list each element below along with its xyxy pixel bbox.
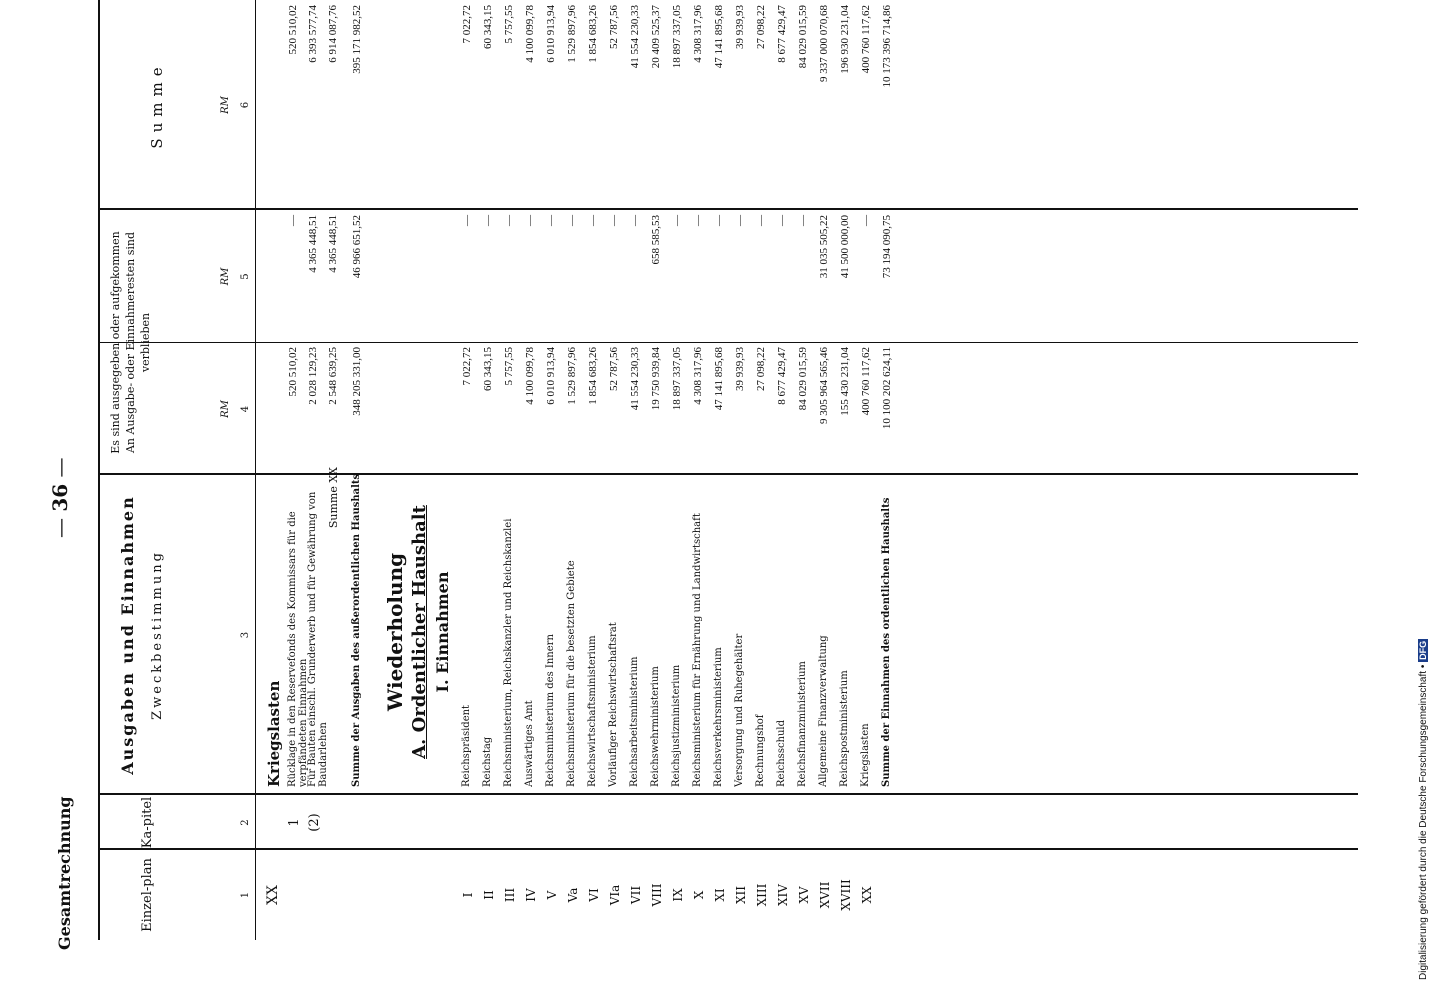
col-num-2: 2 — [240, 819, 251, 826]
row-label: Rechnungshof — [755, 714, 766, 787]
col-num-6: 6 — [240, 101, 251, 109]
col-num-4: 4 — [240, 405, 251, 413]
amount-issued: 4 100 099,78 — [524, 347, 536, 405]
amount-sum: 39 939,93 — [734, 5, 746, 49]
col-num-1: 1 — [240, 891, 251, 899]
amount-issued: 84 029 015,59 — [797, 347, 809, 411]
recap-subtitle: A. Ordentlicher Haushalt — [409, 505, 430, 759]
amount-remaining: — — [545, 215, 557, 226]
plan-number: VIII — [650, 883, 664, 907]
amount-sum: 10 173 396 714,86 — [881, 5, 893, 88]
amount-remaining: — — [671, 215, 683, 226]
col-head-purpose: Ausgaben und Einnahmen — [118, 495, 137, 775]
row-label: Summe der Einnahmen des ordentlichen Haushalts — [881, 497, 892, 787]
dfg-logo: DFG — [1418, 640, 1428, 660]
row-label: Allgemeine Finanzverwaltung — [818, 635, 829, 787]
plan-number: VIa — [608, 884, 622, 906]
plan-number: XVII — [818, 881, 832, 909]
amount-issued: 1 854 683,26 — [587, 347, 599, 405]
amount-issued: 8 677 429,47 — [776, 347, 788, 405]
col-head-issued: Es sind ausgegeben oder aufgekommen — [109, 231, 122, 454]
plan-number: XIV — [776, 884, 790, 906]
amount-remaining: 41 500 000,00 — [839, 215, 851, 279]
plan-number: XI — [713, 888, 727, 902]
plan-number: Va — [566, 887, 580, 903]
total-row: Summe der Ausgaben des außerordentlichen Haushalts 348 205 331,00 46 966 651,52 395 171 982,52 — [351, 5, 363, 787]
amount-sum: 8 677 429,47 — [776, 5, 788, 63]
amount-remaining: 31 035 505,22 — [818, 215, 830, 279]
table-row: 1 Rücklage in den Reservefonds des Kommissars für die verpfändeten Einnahmen 520 510,02 — 520 510,02 — [287, 5, 309, 827]
col-num-5: 5 — [240, 273, 251, 280]
section-heading: Kriegslasten — [265, 680, 283, 787]
amount-sum: 4 308 317,96 — [692, 5, 704, 63]
amount-remaining: — — [503, 215, 515, 226]
row-label: Versorgung und Ruhegehälter — [734, 633, 745, 787]
amount-remaining: — — [713, 215, 725, 226]
plan-number: III — [503, 887, 517, 903]
header-bottom-rule — [255, 0, 256, 940]
amount-issued: 39 939,93 — [734, 347, 746, 391]
amount-sum: 7 022,72 — [461, 5, 473, 44]
amount-remaining: — — [587, 215, 599, 226]
plan-number: XII — [734, 885, 748, 905]
amount-issued: 5 757,55 — [503, 347, 515, 386]
col-head-sum: Summe — [148, 61, 166, 149]
amount-issued: 19 750 939,84 — [650, 347, 662, 411]
amount-issued: 18 897 337,05 — [671, 347, 683, 411]
amount-sum: 1 529 897,96 — [566, 5, 578, 63]
recap-title: Wiederholung — [383, 552, 407, 712]
row-label: Reichsministerium für Ernährung und Landwirtschaft — [692, 513, 703, 787]
amount-remaining: — — [755, 215, 767, 226]
unit-c4: RM — [220, 400, 231, 418]
col-head-plan: Einzel-plan — [140, 858, 155, 932]
amount-issued: 1 529 897,96 — [566, 347, 578, 405]
plan-number: XIII — [755, 883, 769, 907]
amount-remaining: — — [692, 215, 704, 226]
row-label: Reichswirtschaftsministerium — [587, 635, 598, 787]
amount-issued: 60 343,15 — [482, 347, 494, 391]
row-label: Reichsschuld — [776, 719, 787, 787]
plan-number: XVIII — [839, 879, 853, 911]
row-label: Vorläufiger Reichswirtschaftsrat — [608, 622, 619, 787]
col-head-remaining: An Ausgabe- oder Einnahmeresten sind verblieben — [124, 232, 152, 454]
row-label: Reichsjustizministerium — [671, 664, 682, 787]
amount-remaining: — — [524, 215, 536, 226]
plan-number: V — [545, 890, 559, 900]
amount-issued: 6 010 913,94 — [545, 347, 557, 405]
row-label: Reichspostministerium — [839, 670, 850, 787]
amount-sum: 41 554 230,33 — [629, 5, 641, 69]
amount-sum: 9 337 000 070,68 — [818, 5, 830, 82]
row-label: Reichsarbeitsministerium — [629, 656, 640, 787]
subtotal-row: Summe XX 2 548 639,25 4 365 448,51 6 914 087,76 — [327, 5, 340, 529]
plan-number: X — [692, 890, 706, 900]
plan-number: VI — [587, 888, 601, 902]
recap-section: I. Einnahmen — [433, 571, 452, 693]
amount-issued: 41 554 230,33 — [629, 347, 641, 411]
col-num-3: 3 — [240, 631, 251, 639]
plan-number: II — [482, 890, 496, 900]
table-row: (2) Für Bauten einschl. Grunderwerb und für Gewährung von Baudarlehen 2 028 129,23 4 365 448,51 6 393 577,74 — [307, 5, 329, 832]
plan-number: VII — [629, 885, 643, 905]
page-number: — 36 — — [48, 457, 72, 538]
unit-c6: RM — [220, 96, 231, 114]
amount-remaining: — — [776, 215, 788, 226]
row-label: Reichsverkehrsministerium — [713, 647, 724, 787]
amount-sum: 1 854 683,26 — [587, 5, 599, 63]
amount-sum: 20 409 525,37 — [650, 5, 662, 69]
amount-sum: 52 787,56 — [608, 5, 620, 49]
amount-remaining: — — [629, 215, 641, 226]
amount-remaining: — — [608, 215, 620, 226]
amount-remaining: — — [566, 215, 578, 226]
row-label: Kriegslasten — [860, 723, 871, 787]
row-label: Reichsministerium, Reichskanzler und Reichskanzlei — [503, 518, 514, 787]
row-label: Reichsfinanzministerium — [797, 661, 808, 787]
col-head-kapitel: Ka-pitel — [140, 796, 155, 849]
amount-issued: 4 308 317,96 — [692, 347, 704, 405]
amount-sum: 27 098,22 — [755, 5, 767, 49]
amount-remaining: 658 585,53 — [650, 215, 662, 265]
plan-number: XX — [860, 886, 874, 904]
plan-number: XX — [265, 885, 281, 905]
amount-remaining: — — [461, 215, 473, 226]
unit-c5: RM — [220, 267, 231, 286]
row-label: Reichstag — [482, 736, 493, 787]
amount-sum: 6 010 913,94 — [545, 5, 557, 63]
plan-number: IV — [524, 888, 538, 902]
amount-remaining: — — [860, 215, 872, 226]
header-title: Gesamtrechnung — [55, 796, 74, 950]
plan-number: XV — [797, 886, 811, 904]
row-label: Reichspräsident — [461, 704, 472, 787]
amount-issued: 52 787,56 — [608, 347, 620, 391]
plan-number: I — [461, 892, 475, 898]
amount-remaining: — — [482, 215, 494, 226]
amount-remaining: — — [734, 215, 746, 226]
amount-issued: 27 098,22 — [755, 347, 767, 391]
amount-issued: 155 430 231,04 — [839, 347, 851, 416]
amount-issued: 7 022,72 — [461, 347, 473, 386]
amount-sum: 60 343,15 — [482, 5, 494, 49]
row-label: Auswärtiges Amt — [524, 700, 535, 787]
amount-sum: 47 141 895,68 — [713, 5, 725, 69]
amount-sum: 18 897 337,05 — [671, 5, 683, 69]
amount-sum: 400 760 117,62 — [860, 5, 872, 74]
amount-issued: 47 141 895,68 — [713, 347, 725, 411]
amount-sum: 4 100 099,78 — [524, 5, 536, 63]
col-head-purpose-sub: Zweckbestimmung — [150, 550, 165, 720]
amount-issued: 9 305 964 565,46 — [818, 347, 830, 424]
grand-total-row — [881, 0, 905, 1000]
row-label: Reichsministerium für die besetzten Gebiete — [566, 560, 577, 787]
amount-sum: 196 930 231,04 — [839, 5, 851, 74]
amount-remaining: 73 194 090,75 — [881, 215, 893, 279]
row-label: Reichsministerium des Innern — [545, 634, 556, 787]
amount-issued: 400 760 117,62 — [860, 347, 872, 416]
digitization-note: Digitalisierung gefördert durch die Deutsche Forschungsgemeinschaft • DFG — [1418, 640, 1429, 980]
plan-number: IX — [671, 888, 685, 902]
amount-remaining: — — [797, 215, 809, 226]
table-top-rule — [98, 0, 100, 940]
amount-sum: 84 029 015,59 — [797, 5, 809, 69]
row-label: Reichswehrministerium — [650, 666, 661, 787]
section-xx-head — [265, 0, 289, 1000]
amount-sum: 5 757,55 — [503, 5, 515, 44]
amount-issued: 10 100 202 624,11 — [881, 347, 893, 430]
